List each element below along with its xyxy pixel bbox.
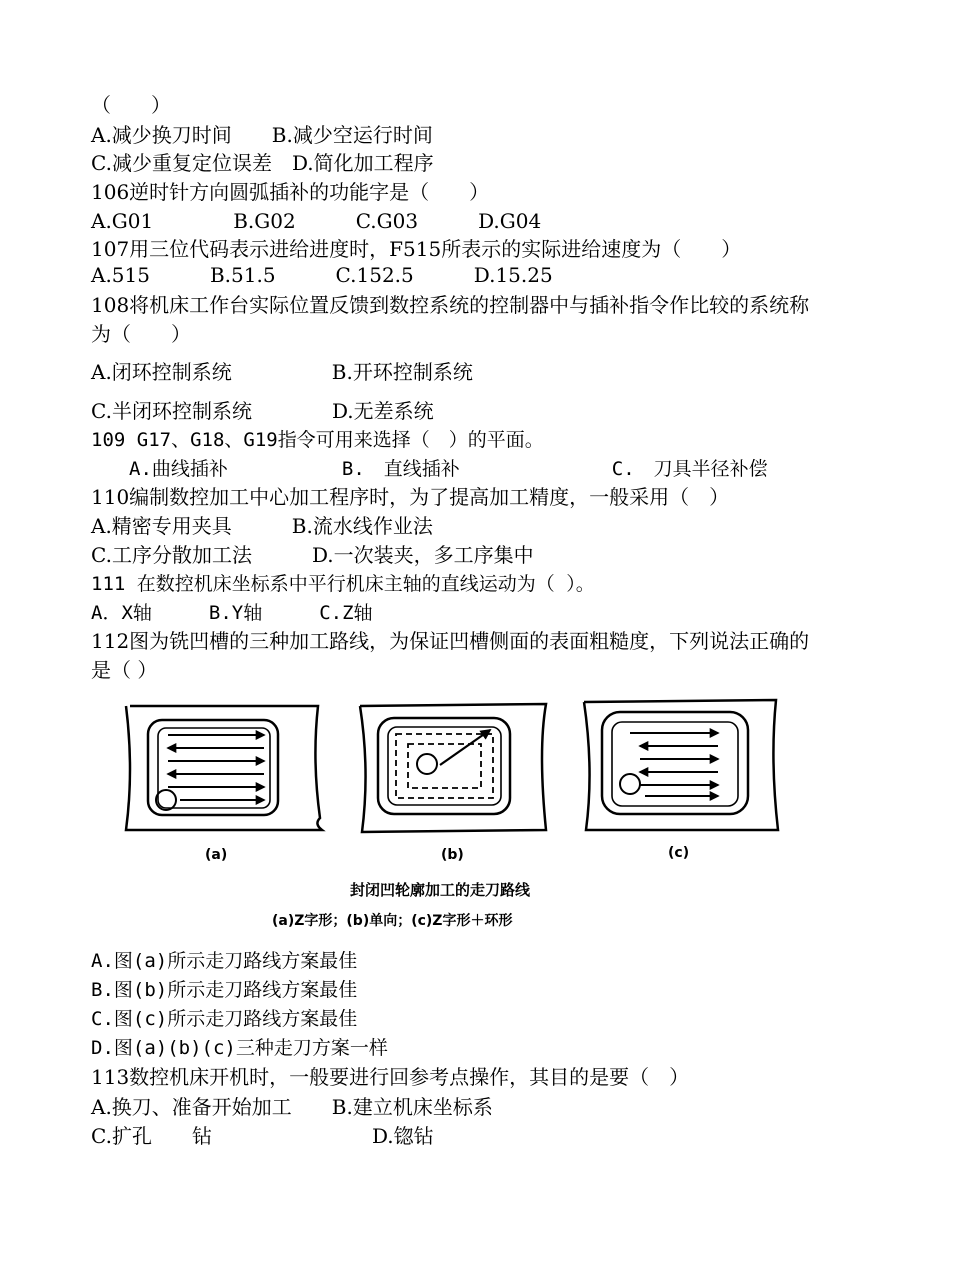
q107-options: A.515 B.51.5 C.152.5 D.15.25 xyxy=(91,263,553,287)
label-a: (a) xyxy=(205,847,228,863)
q106-question: 106逆时针方向圆弧插补的功能字是（ ） xyxy=(91,180,490,204)
q108-options-cd: C.半闭环控制系统 D.无差系统 xyxy=(91,399,434,423)
q106-options: A.G01 B.G02 C.G03 D.G04 xyxy=(91,209,542,233)
q107-question: 107用三位代码表示进给进度时，F515所表示的实际进给速度为（ ） xyxy=(91,237,742,261)
q111-options: A．X轴 B.Y轴 C.Z轴 xyxy=(91,602,373,624)
figure-title: 封闭凹轮廓加工的走刀路线 xyxy=(350,881,531,899)
q105-options-cd: C.减少重复定位误差 D.简化加工程序 xyxy=(91,151,434,175)
toolpath-diagrams xyxy=(0,690,979,940)
q112-option-c: C.图(c)所示走刀路线方案最佳 xyxy=(91,1008,358,1030)
q113-question: 113数控机床开机时，一般要进行回参考点操作，其目的是要（ ） xyxy=(91,1065,690,1089)
q109-options: A.曲线插补 B. 直线插补 C. 刀具半径补偿 xyxy=(91,458,768,480)
q112-question-line2: 是（ ） xyxy=(91,658,158,682)
diagram-b xyxy=(360,704,546,832)
q110-question: 110编制数控加工中心加工程序时，为了提高加工精度，一般采用（ ） xyxy=(91,485,730,509)
q108-question-line2: 为（ ） xyxy=(91,322,191,346)
q112-question-line1: 112图为铣凹槽的三种加工路线，为保证凹槽侧面的表面粗糙度，下列说法正确的 xyxy=(91,629,810,653)
toolpath-figure xyxy=(0,690,979,940)
label-c: (c) xyxy=(668,845,690,861)
q113-options-cd: C.扩孔 钻 D.锪钻 xyxy=(91,1124,434,1148)
label-b: (b) xyxy=(441,847,464,863)
answer-blank: （ ） xyxy=(91,93,171,117)
q111-question: 111 在数控机床坐标系中平行机床主轴的直线运动为（ ）。 xyxy=(91,573,595,595)
figure-subtitle: (a)Z字形；(b)单向；(c)Z字形＋环形 xyxy=(272,913,513,929)
q109-question: 109 G17、G18、G19指令可用来选择（ ）的平面。 xyxy=(91,429,544,451)
diagram-c xyxy=(584,700,778,830)
q105-options-ab: A.减少换刀时间 B.减少空运行时间 xyxy=(91,123,433,147)
q108-question-line1: 108将机床工作台实际位置反馈到数控系统的控制器中与插补指令作比较的系统称 xyxy=(91,293,810,317)
q113-options-ab: A.换刀、准备开始加工 B.建立机床坐标系 xyxy=(91,1095,493,1119)
q110-options-ab: A.精密专用夹具 B.流水线作业法 xyxy=(91,514,433,538)
q112-option-d: D.图(a)(b)(c)三种走刀方案一样 xyxy=(91,1037,388,1059)
q112-option-b: B.图(b)所示走刀路线方案最佳 xyxy=(91,979,358,1001)
q108-options-ab: A.闭环控制系统 B.开环控制系统 xyxy=(91,360,473,384)
q110-options-cd: C.工序分散加工法 D.一次装夹，多工序集中 xyxy=(91,543,534,567)
q112-option-a: A.图(a)所示走刀路线方案最佳 xyxy=(91,950,358,972)
diagram-a xyxy=(126,706,322,830)
